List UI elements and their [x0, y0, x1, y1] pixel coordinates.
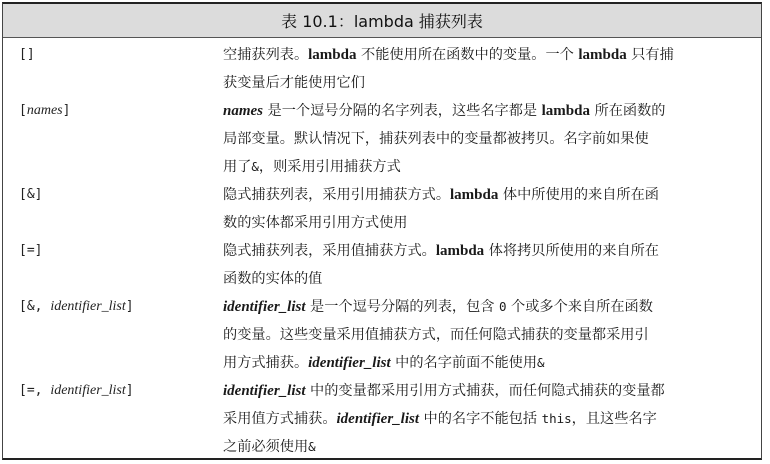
text-run: 是一个逗号分隔的列表，包含	[310, 299, 495, 315]
text-run: 获变量后才能使用它们	[223, 75, 365, 91]
text-run: ，则采用引用捕获方式	[258, 159, 401, 175]
text-run: 体中所使用的来自所在函	[502, 187, 659, 203]
text-run: 不能使用所在函数中的变量。一个	[361, 47, 574, 63]
syntax-identifier: identifier_list	[50, 299, 126, 314]
text-run: ，且这些名字	[571, 411, 657, 427]
table-row	[3, 97, 761, 181]
desc-line	[223, 349, 753, 377]
keyword-lambda: lambda	[450, 187, 499, 203]
text-run: 隐式捕获列表，采用引用捕获方式。	[223, 187, 451, 203]
text-run: 是一个逗号分隔的名字列表，这些名字都是	[267, 103, 538, 119]
text-run: 所在函数的	[594, 103, 666, 119]
identifier-list: identifier_list	[223, 299, 306, 315]
syntax-close: ]	[34, 187, 43, 202]
syntax-close: ]	[62, 103, 71, 118]
table-row	[3, 181, 761, 237]
keyword-lambda: lambda	[578, 47, 627, 63]
syntax-open: [=	[19, 243, 35, 258]
text-run: 中的变量都采用引用方式捕获，而任何隐式捕获的变量都	[310, 383, 665, 399]
text-run: 只有捕	[631, 47, 674, 63]
table-row	[3, 237, 761, 293]
text-run: 局部变量。默认情况下，捕获列表中的变量都被拷贝。名字前如果使	[223, 131, 649, 147]
lambda-capture-table	[2, 2, 762, 460]
syntax-close: ]	[125, 383, 134, 398]
text-run: 用了	[223, 159, 252, 175]
identifier-list: identifier_list	[308, 355, 391, 371]
syntax-close: ]	[26, 47, 35, 62]
desc-line	[223, 237, 753, 265]
code-this: this	[541, 411, 572, 426]
code-ampersand: &	[537, 355, 545, 370]
syntax-identifier: identifier_list	[50, 383, 126, 398]
capture-description	[223, 237, 761, 293]
desc-line	[223, 41, 753, 69]
capture-syntax	[19, 41, 223, 97]
syntax-close: ]	[125, 299, 134, 314]
syntax-open: [	[19, 47, 27, 62]
desc-line	[223, 181, 753, 209]
table-row	[3, 293, 761, 377]
desc-line	[223, 405, 753, 433]
capture-syntax	[19, 97, 223, 181]
capture-description	[223, 293, 761, 377]
text-run: 的变量。这些变量采用值捕获方式，而任何隐式捕获的变量都采用引	[223, 327, 649, 343]
desc-line	[223, 69, 753, 97]
desc-line	[223, 209, 753, 237]
identifier-list: identifier_list	[223, 383, 306, 399]
desc-line	[223, 153, 753, 181]
capture-syntax	[19, 293, 223, 377]
table-row	[3, 377, 761, 461]
capture-syntax	[19, 237, 223, 293]
text-run: 中的名字前面不能使用	[395, 355, 538, 371]
text-run: 采用值方式捕获。	[223, 411, 337, 427]
text-run: 之前必须使用	[223, 439, 309, 455]
desc-line	[223, 125, 753, 153]
desc-line	[223, 293, 753, 321]
code-ampersand: &	[308, 439, 316, 454]
identifier-names: names	[223, 103, 264, 119]
desc-line	[223, 97, 753, 125]
table-caption: 表 10.1：lambda 捕获列表	[3, 4, 761, 38]
capture-description	[223, 377, 761, 461]
text-run: 空捕获列表。	[223, 47, 309, 63]
capture-description	[223, 41, 761, 97]
code-zero: 0	[498, 299, 507, 314]
text-run: 隐式捕获列表，采用值捕获方式。	[223, 243, 436, 259]
syntax-close: ]	[34, 243, 43, 258]
text-run: 体将拷贝所使用的来自所在	[488, 243, 659, 259]
syntax-open: [=,	[19, 383, 43, 398]
desc-line	[223, 433, 753, 461]
desc-line	[223, 321, 753, 349]
keyword-lambda: lambda	[435, 243, 485, 259]
syntax-identifier: names	[26, 103, 63, 118]
table-body	[3, 38, 761, 461]
capture-syntax	[19, 181, 223, 237]
capture-description	[223, 181, 761, 237]
text-run: 函数的实体的值	[223, 271, 323, 287]
desc-line	[223, 265, 753, 293]
text-run: 个或多个来自所在函数	[511, 299, 653, 315]
code-ampersand: &	[251, 159, 259, 174]
text-run: 用方式捕获。	[223, 355, 309, 371]
syntax-open: [&,	[19, 299, 43, 314]
text-run: 数的实体都采用引用方式使用	[223, 215, 408, 231]
syntax-open: [	[19, 103, 27, 118]
keyword-lambda: lambda	[308, 47, 357, 63]
keyword-lambda: lambda	[541, 103, 590, 119]
syntax-open: [&	[19, 187, 35, 202]
identifier-list: identifier_list	[336, 411, 420, 427]
capture-syntax	[19, 377, 223, 461]
text-run: 中的名字不能包括	[423, 411, 538, 427]
desc-line	[223, 377, 753, 405]
table-row	[3, 41, 761, 97]
capture-description	[223, 97, 761, 181]
